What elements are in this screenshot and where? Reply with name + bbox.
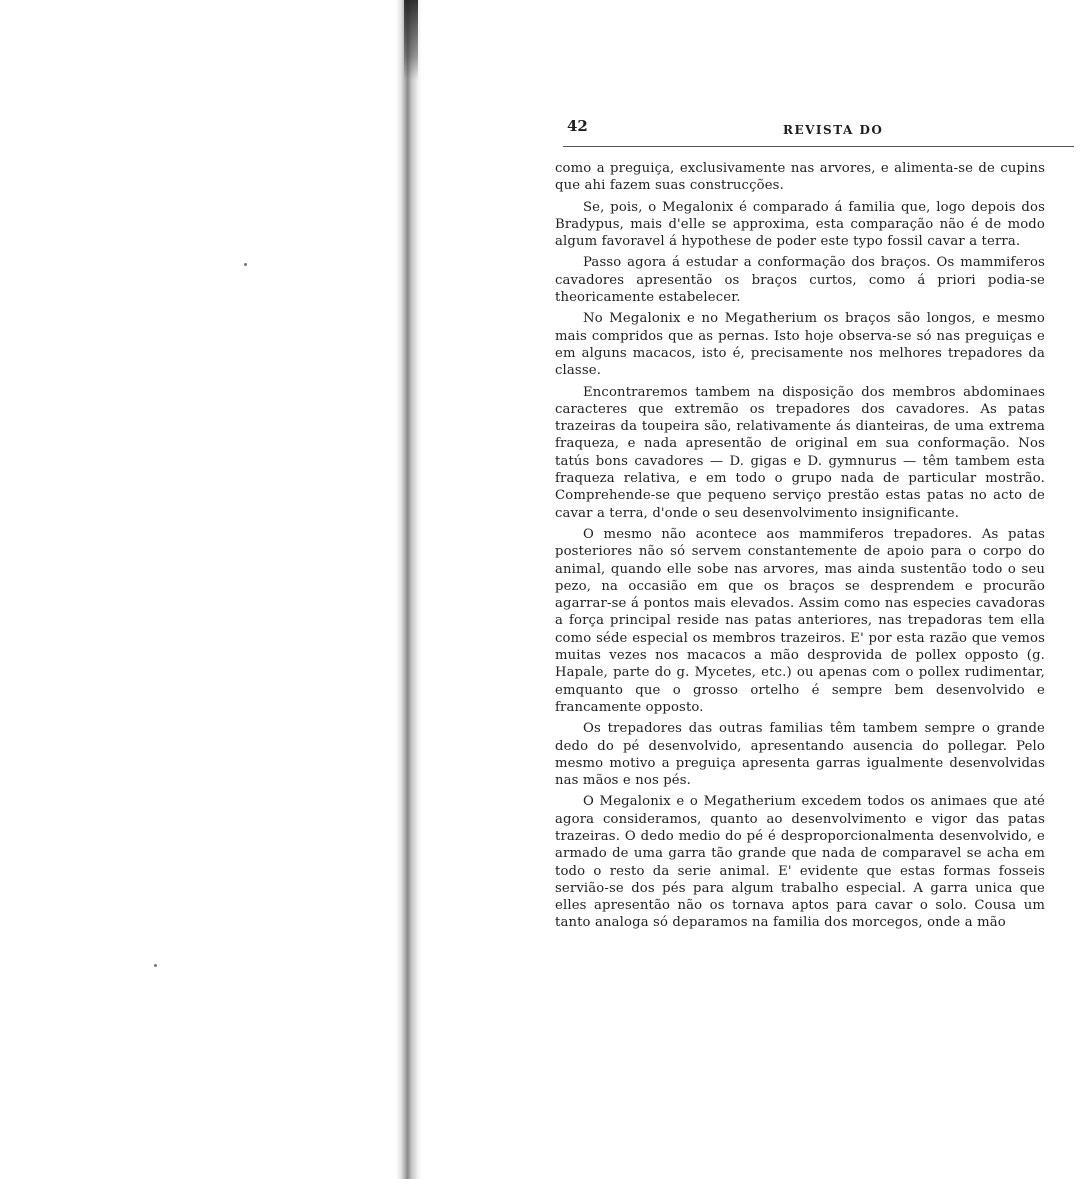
paragraph: No Megalonix e no Megatherium os braços são longos, e mesmo mais compridos que as pernas. Isto hoje observa-se só nas preguiças e em alguns macacos, isto é, precisamente nos melhores trepadores da classe.	[555, 311, 1045, 379]
paragraph: O Megalonix e o Megatherium excedem todos os animaes que até agora consideramos, quanto ao desenvolvimento e vigor das patas trazeiras. O dedo medio do pé é desproporcionalmenta desenvolvido, e armado de uma garra tão grande que nada de comparavel se acha em todo o resto da serie animal. E' evidente que estas formas fosseis servião-se dos pés para algum trabalho especial. A garra unica que elles apresentão não os tornava aptos para cavar o solo. Cousa um tanto analoga só deparamos na familia dos morcegos, onde a mão	[555, 794, 1045, 931]
paragraph: como a preguiça, exclusivamente nas arvores, e alimenta-se de cupins que ahi fazem suas construcções.	[555, 161, 1045, 194]
book-spine-edge	[404, 0, 418, 80]
paragraph: Encontraremos tambem na disposição dos membros abdominaes caracteres que extremão os trepadores dos cavadores. As patas trazeiras da toupeira são, relativamente ás dianteiras, de uma extrema fraqueza, e nada apresentão de original em sua conformação. Nos tatús bons cavadores — D. gigas e D. gymnurus — têm tambem esta fraqueza relativa, e em todo o grupo nada de particular mostrão. Comprehende-se que pequeno serviço prestão estas patas no acto de cavar a terra, d'onde o seu desenvolvimento insignificante.	[555, 384, 1045, 521]
paper-speck	[244, 263, 247, 266]
header-rule	[563, 146, 1074, 147]
paragraph: Passo agora á estudar a conformação dos braços. Os mammiferos cavadores apresentão os braços curtos, como á priori podia-se theoricamente estabelecer.	[555, 255, 1045, 306]
body-text	[555, 160, 1045, 936]
page-header	[563, 117, 1074, 143]
page-number: 42	[567, 117, 588, 135]
paper-speck	[154, 964, 157, 967]
running-head: REVISTA DO	[783, 123, 884, 137]
paragraph: O mesmo não acontece aos mammiferos trepadores. As patas posteriores não só servem constantemente de apoio para o corpo do animal, quando elle sobe nas arvores, mas ainda sustentão todo o seu pezo, na occasião em que os braços se desprendem e procurão agarrar-se á pontos mais elevados. Assim como nas especies cavadoras a força principal reside nas patas anteriores, nas trepadoras tem ella como séde especial os membros trazeiros. E' por esta razão que vemos muitas vezes nos macacos a mão desprovida de pollex opposto (g. Hapale, parte do g. Mycetes, etc.) ou apenas com o pollex rudimentar, emquanto que o grosso ortelho é sempre bem desenvolvido e francamente opposto.	[555, 526, 1045, 715]
book-spine-shadow	[396, 0, 422, 1179]
paragraph: Os trepadores das outras familias têm tambem sempre o grande dedo do pé desenvolvido, apresentando ausencia do pollegar. Pelo mesmo motivo a preguiça apresenta garras igualmente desenvolvidas nas mãos e nos pés.	[555, 721, 1045, 789]
paragraph: Se, pois, o Megalonix é comparado á familia que, logo depois dos Bradypus, mais d'elle se approxima, esta comparação não é de modo algum favoravel á hypothese de poder este typo fossil cavar a terra.	[555, 199, 1045, 250]
